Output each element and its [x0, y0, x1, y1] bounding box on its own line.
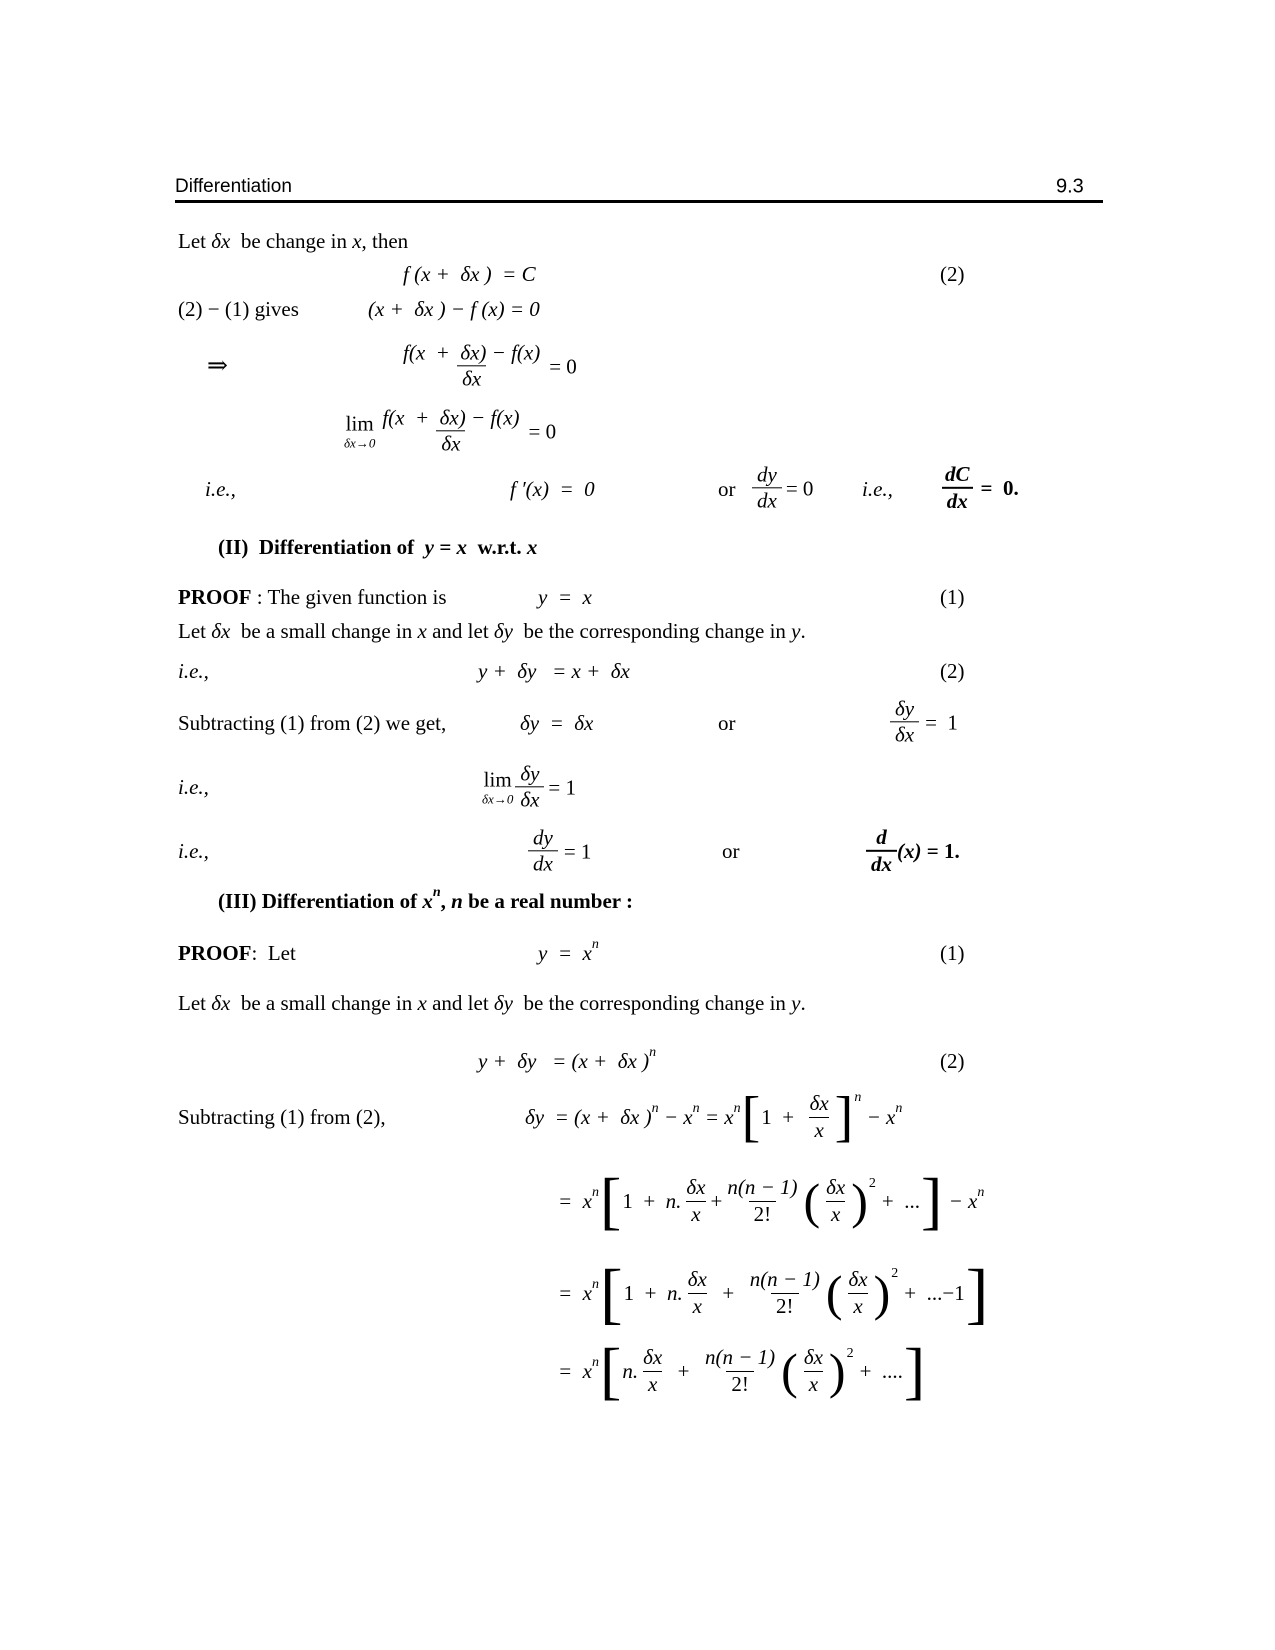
dots: + ... — [881, 1188, 921, 1213]
eq-limit-dydx — [482, 761, 576, 812]
minus-x: − x — [658, 1104, 693, 1129]
var-x: x — [352, 228, 362, 253]
fraction-numerator: n(n − 1) — [727, 1175, 798, 1200]
ie-label: i.e., — [178, 658, 209, 683]
text-segment: be a small change in — [230, 618, 418, 643]
ie-label: i.e., — [178, 774, 209, 799]
implies-symbol: ⇒ — [207, 352, 228, 380]
text-segment: . — [800, 618, 806, 643]
fraction — [683, 1267, 712, 1318]
fraction — [844, 1267, 873, 1318]
proof-line — [178, 584, 447, 610]
superscript-2: 2 — [846, 1346, 854, 1361]
line-small-change — [178, 618, 806, 644]
eq-dCdx-zero — [940, 462, 1019, 514]
eq-dy-equals-dx: δy = δx — [520, 710, 594, 735]
eq-fxdx-c: f (x + δx ) = C — [403, 261, 536, 286]
var-x: x — [422, 888, 433, 913]
ie-label: i.e., — [862, 476, 893, 501]
fraction-denominator: δx — [436, 431, 465, 457]
formula: y + δy = (x + δx ) — [478, 1048, 650, 1073]
fraction — [377, 405, 524, 456]
or-label: or — [718, 710, 736, 735]
header-rule — [175, 200, 1103, 203]
heading-text: w.r.t. — [466, 534, 527, 559]
fraction-numerator: δx — [826, 1175, 846, 1200]
or-label: or — [722, 838, 740, 863]
fraction — [745, 1267, 825, 1318]
text-segment: Let — [178, 990, 212, 1015]
fraction-numerator: δy — [520, 761, 540, 786]
eq-y-plus-dy: y + δy = x + δx — [478, 658, 630, 683]
eq-series-3: = x n [ n. $\frac{\delta x}{x}$ + $\frac{n(n - 1)}{2!}$ ( $\frac{\delta x}{x}$ ) 2 + .... ] — [558, 1335, 926, 1406]
fraction-numerator: dy — [757, 462, 777, 487]
fraction-numerator: δx — [686, 1175, 706, 1200]
fraction-denominator: δx — [515, 787, 544, 813]
fraction-denominator: 2! — [726, 1371, 754, 1397]
gives-label: (2) − (1) gives — [178, 296, 299, 321]
header-title: Differentiation — [175, 176, 292, 198]
heading-text: , — [440, 888, 452, 913]
equals-one: = 1 — [563, 838, 592, 863]
eq-dydx-equals-one — [528, 825, 591, 876]
lim-word: lim — [345, 411, 374, 435]
superscript-2: 2 — [868, 1176, 876, 1191]
right-paren: ) — [851, 1173, 868, 1229]
subtracting-label: Subtracting (1) from (2), — [178, 1104, 386, 1129]
dots: + .... — [859, 1358, 903, 1383]
equals-zero: = 0 — [549, 353, 577, 378]
fraction — [890, 696, 919, 747]
fraction-denominator: δx — [890, 722, 919, 748]
fraction-denominator: x — [643, 1371, 662, 1397]
proof-line — [178, 940, 296, 966]
delta-y: δy — [493, 618, 513, 643]
var-n: n — [451, 888, 463, 913]
fraction-numerator: f(x + δx) − f(x) — [382, 405, 520, 430]
n-dot: n. — [667, 1280, 683, 1305]
superscript-n: n — [854, 1090, 862, 1105]
eq-dydx-zero — [752, 462, 813, 513]
fraction-denominator: x — [686, 1201, 705, 1227]
equals-zero: = 0 — [528, 418, 557, 443]
text-segment: and let — [426, 990, 494, 1015]
eq-limit-difference-quotient — [344, 405, 556, 456]
lim-subscript: δx→0 — [344, 435, 376, 450]
delta-y: δy — [493, 990, 513, 1015]
left-bracket: [ — [600, 1335, 622, 1406]
fraction-numerator: f(x + δx) − f(x) — [403, 340, 541, 365]
fraction-denominator: x — [826, 1201, 845, 1227]
text-segment: be change in — [230, 228, 353, 253]
text-segment: , then — [361, 228, 409, 253]
fraction-denominator: x — [848, 1293, 867, 1319]
var-x: x — [417, 990, 427, 1015]
eq-dydx-one — [890, 696, 958, 747]
plus-sign: + — [667, 1358, 700, 1383]
fraction — [700, 1345, 780, 1396]
heading-text: (III) Differentiation of — [218, 888, 423, 913]
equals-one: = 1 — [548, 774, 577, 799]
proof-text: : Let — [251, 940, 296, 965]
fraction-numerator: δx — [687, 1267, 707, 1292]
or-label: or — [718, 476, 736, 501]
left-paren: ( — [803, 1173, 821, 1229]
var-x: x — [526, 534, 538, 559]
text-segment: Let — [178, 618, 212, 643]
left-bracket: [ — [600, 1165, 622, 1236]
equals-x: = x — [558, 1188, 592, 1213]
fraction — [752, 462, 782, 513]
right-bracket: ] — [834, 1086, 854, 1148]
proof-text: : The given function is — [251, 584, 447, 609]
fraction-numerator: dC — [945, 461, 970, 486]
limit-operator — [344, 413, 375, 449]
fraction — [805, 1091, 834, 1142]
lim-word: lim — [483, 767, 512, 791]
right-bracket: ] — [921, 1165, 943, 1236]
eq-number-1: (1) — [940, 584, 965, 609]
eq-series-1: = x n [ 1 + n. $\frac{\delta x}{x}$ + $\frac{n(n - 1)}{2!}$ ( $\frac{\delta x}{x}$ ) 2 + ... ] − x n — [558, 1165, 985, 1236]
gives-formula: (x + δx ) − f (x) = 0 — [368, 296, 540, 321]
minus-x: − x — [943, 1188, 978, 1213]
eq-y-plus-dy-power: y + δy = (x + δx ) n — [478, 1045, 657, 1073]
eq-y-equals-xn: y = x n — [538, 937, 599, 965]
eq-number-2: (2) — [940, 1048, 965, 1073]
ie-label: i.e., — [178, 838, 209, 863]
equals-x: = x — [558, 1280, 592, 1305]
n-dot: n. — [665, 1188, 682, 1213]
fraction-numerator: n(n − 1) — [749, 1267, 820, 1292]
eq-number-2: (2) — [940, 261, 965, 286]
fraction-denominator: x — [804, 1371, 823, 1397]
var-y: y — [791, 990, 801, 1015]
eq-number-1: (1) — [940, 940, 965, 965]
right-paren: ) — [828, 1343, 846, 1399]
var-y: y — [791, 618, 801, 643]
fraction — [866, 825, 897, 877]
fraction-denominator: dx — [528, 851, 558, 877]
left-paren: ( — [781, 1343, 798, 1399]
line-small-change — [178, 990, 806, 1016]
text-segment: and let — [426, 618, 494, 643]
text-segment: be a small change in — [230, 990, 418, 1015]
text-segment: Let — [178, 228, 212, 253]
left-bracket: [ — [600, 1255, 623, 1331]
var-x: x — [417, 618, 427, 643]
equals-one: = 1 — [925, 709, 958, 734]
superscript-2: 2 — [891, 1266, 899, 1281]
fraction — [528, 825, 558, 876]
eq-expand: δy = (x + δx ) n − x n = x n [ 1 + $\frac{\delta x}{x}$ ] n − x n — [525, 1086, 903, 1148]
text-segment: . — [800, 990, 806, 1015]
fraction — [515, 761, 544, 812]
eq-fprime-zero: f ′(x) = 0 — [510, 476, 595, 501]
delta-x: δx — [211, 228, 231, 253]
eq-ddx-x-result — [866, 825, 960, 877]
fraction-numerator: δx — [643, 1345, 663, 1370]
text-segment: be the corresponding change in — [513, 618, 792, 643]
formula: y = x — [538, 940, 592, 965]
dots-minus-one: + ...−1 — [904, 1280, 965, 1305]
eq-y-equals-x: y = x — [538, 584, 592, 609]
fraction — [722, 1175, 802, 1226]
fraction-denominator: 2! — [749, 1201, 777, 1227]
eq-difference-quotient — [398, 340, 577, 391]
proof-label: PROOF — [178, 940, 252, 965]
fraction — [799, 1345, 828, 1396]
section-heading-iii: (III) Differentiation of x n , n be a real number : — [218, 885, 633, 913]
lim-subscript: δx→0 — [482, 791, 514, 806]
argument: (x) — [897, 838, 922, 863]
fraction-numerator: δx — [803, 1345, 823, 1370]
subtracting-label: Subtracting (1) from (2) we get, — [178, 710, 447, 735]
delta-x: δx — [211, 990, 231, 1015]
line-let-change — [178, 228, 408, 254]
delta-x: δx — [211, 618, 231, 643]
fraction-denominator: x — [809, 1117, 828, 1143]
fraction — [940, 462, 975, 514]
ie-label: i.e., — [205, 476, 236, 501]
fraction-numerator: dy — [533, 825, 553, 850]
heading-text: (II) Differentiation of — [218, 534, 425, 559]
page-number: 9.3 — [1056, 175, 1084, 198]
fraction-numerator: n(n − 1) — [705, 1345, 776, 1370]
equals-x: = x — [699, 1104, 734, 1129]
one-plus: 1 + — [761, 1104, 805, 1129]
right-bracket: ] — [965, 1255, 989, 1331]
right-bracket: ] — [903, 1335, 926, 1406]
limit-operator — [482, 769, 513, 805]
equals-x: = x — [558, 1358, 592, 1383]
n-dot: n. — [622, 1358, 639, 1383]
one-plus: 1 + — [623, 1280, 667, 1305]
fraction-denominator: dx — [866, 850, 897, 877]
equals-one: = 1. — [921, 838, 960, 863]
fraction-numerator: δx — [848, 1267, 868, 1292]
fraction — [821, 1175, 850, 1226]
fraction-denominator: dx — [942, 487, 973, 514]
plus-sign: + — [711, 1280, 745, 1305]
right-paren: ) — [873, 1265, 891, 1321]
minus-x: − x — [861, 1104, 896, 1129]
fraction-numerator: δx — [809, 1091, 829, 1116]
eq-number-2: (2) — [940, 658, 965, 683]
left-bracket: [ — [741, 1086, 761, 1148]
left-paren: ( — [825, 1265, 843, 1321]
heading-math: y = x — [424, 534, 467, 559]
formula: δy = (x + δx ) — [525, 1104, 652, 1129]
equals-zero: = 0 — [785, 475, 814, 500]
proof-label: PROOF — [178, 584, 252, 609]
one-plus: 1 + — [622, 1188, 666, 1213]
fraction-denominator: dx — [752, 488, 782, 514]
fraction — [681, 1175, 710, 1226]
fraction-numerator: d — [876, 824, 887, 849]
fraction-denominator: δx — [457, 366, 486, 392]
fraction-denominator: 2! — [771, 1293, 799, 1319]
fraction — [638, 1345, 667, 1396]
heading-text: be a real number : — [462, 888, 633, 913]
eq-series-2: = x n [ 1 + n. $\frac{\delta x}{x}$ + $\frac{n(n - 1)}{2!}$ ( $\frac{\delta x}{x}$ ) 2 + ...−1 ] — [558, 1255, 989, 1331]
fraction-denominator: x — [688, 1293, 707, 1319]
text-segment: be the corresponding change in — [513, 990, 792, 1015]
section-heading-ii — [218, 534, 537, 560]
plus-sign: + — [710, 1188, 723, 1213]
fraction-numerator: δy — [895, 696, 915, 721]
fraction — [398, 340, 545, 391]
equals-zero: = 0. — [980, 475, 1019, 500]
